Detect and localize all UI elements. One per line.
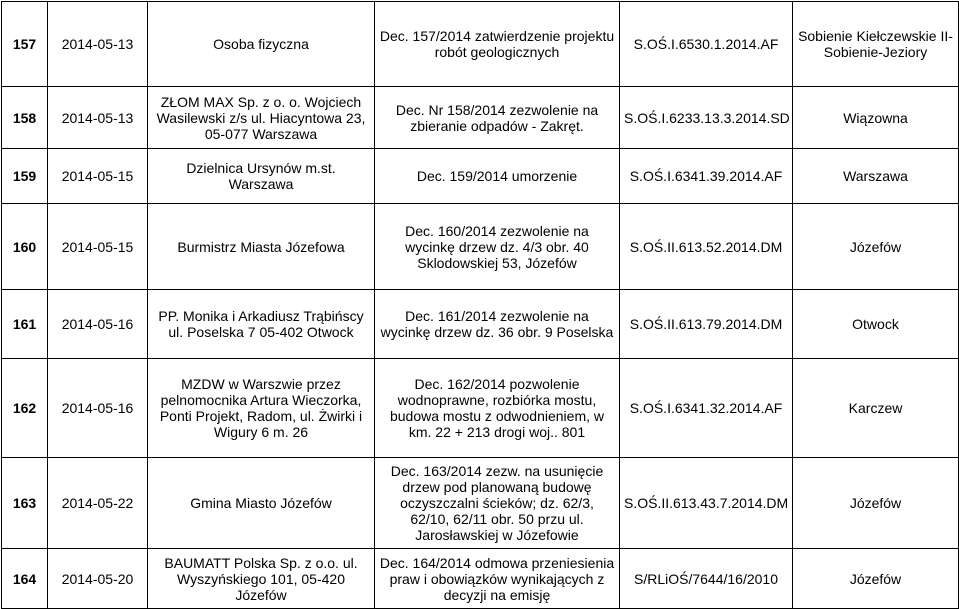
case-sign: S.OŚ.II.613.43.7.2014.DM [620, 458, 793, 549]
decision-date: 2014-05-22 [48, 458, 148, 549]
row-number: 159 [2, 149, 48, 204]
table-row [2, 359, 959, 458]
table-row [2, 149, 959, 204]
table-row [2, 458, 959, 549]
applicant: BAUMATT Polska Sp. z o.o. ul. Wyszyńskiego 101, 05-420 Józefów [148, 549, 375, 609]
row-number: 162 [2, 359, 48, 458]
table-row [2, 204, 959, 290]
decisions-register-table [1, 1, 959, 609]
row-number: 164 [2, 549, 48, 609]
decision-description: Dec. 157/2014 zatwierdzenie projektu robót geologicznych [375, 2, 620, 87]
applicant: PP. Monika i Arkadiusz Trąbińscy ul. Poselska 7 05-402 Otwock [148, 290, 375, 359]
case-sign: S.OŚ.I.6530.1.2014.AF [620, 2, 793, 87]
case-sign: S.OŚ.I.6233.13.3.2014.SD [620, 87, 793, 149]
decision-description: Dec. 163/2014 zezw. na usunięcie drzew pod planowaną budowę oczyszczalni ścieków; dz. 62/3, 62/10, 62/11 obr. 50 przu ul. Jarosławskiej w Józefowie [375, 458, 620, 549]
row-number: 157 [2, 2, 48, 87]
location: Sobienie Kiełczewskie II- Sobienie-Jeziory [793, 2, 959, 87]
location: Karczew [793, 359, 959, 458]
decision-date: 2014-05-15 [48, 204, 148, 290]
decision-date: 2014-05-16 [48, 359, 148, 458]
applicant: MZDW w Warszwie przez pelnomocnika Artura Wieczorka, Ponti Projekt, Radom, ul. Żwirki i Wigury 6 m. 26 [148, 359, 375, 458]
location: Warszawa [793, 149, 959, 204]
location: Otwock [793, 290, 959, 359]
location: Józefów [793, 204, 959, 290]
table-row [2, 290, 959, 359]
decision-description: Dec. 160/2014 zezwolenie na wycinkę drzew dz. 4/3 obr. 40 Sklodowskiej 53, Józefów [375, 204, 620, 290]
applicant: Burmistrz Miasta Józefowa [148, 204, 375, 290]
applicant: Dzielnica Ursynów m.st. Warszawa [148, 149, 375, 204]
location: Wiązowna [793, 87, 959, 149]
decision-date: 2014-05-15 [48, 149, 148, 204]
decision-date: 2014-05-13 [48, 87, 148, 149]
table-row [2, 549, 959, 609]
case-sign: S.OŚ.I.6341.32.2014.AF [620, 359, 793, 458]
decision-date: 2014-05-20 [48, 549, 148, 609]
applicant: Osoba fizyczna [148, 2, 375, 87]
case-sign: S/RLiOŚ/7644/16/2010 [620, 549, 793, 609]
table-row [2, 2, 959, 87]
applicant: Gmina Miasto Józefów [148, 458, 375, 549]
row-number: 160 [2, 204, 48, 290]
decision-description: Dec. 162/2014 pozwolenie wodnoprawne, rozbiórka mostu, budowa mostu z odwodnieniem, w km. 22 + 213 drogi woj.. 801 [375, 359, 620, 458]
decision-description: Dec. 164/2014 odmowa przeniesienia praw i obowiązków wynikających z decyzji na emisję [375, 549, 620, 609]
row-number: 161 [2, 290, 48, 359]
row-number: 163 [2, 458, 48, 549]
decision-date: 2014-05-16 [48, 290, 148, 359]
decision-description: Dec. 159/2014 umorzenie [375, 149, 620, 204]
case-sign: S.OŚ.II.613.79.2014.DM [620, 290, 793, 359]
decision-date: 2014-05-13 [48, 2, 148, 87]
table-row [2, 87, 959, 149]
decision-description: Dec. Nr 158/2014 zezwolenie na zbieranie odpadów - Zakręt. [375, 87, 620, 149]
location: Józefów [793, 549, 959, 609]
decision-description: Dec. 161/2014 zezwolenie na wycinkę drzew dz. 36 obr. 9 Poselska [375, 290, 620, 359]
applicant: ZŁOM MAX Sp. z o. o. Wojciech Wasilewski z/s ul. Hiacyntowa 23, 05-077 Warszawa [148, 87, 375, 149]
case-sign: S.OŚ.I.6341.39.2014.AF [620, 149, 793, 204]
case-sign: S.OŚ.II.613.52.2014.DM [620, 204, 793, 290]
location: Józefów [793, 458, 959, 549]
row-number: 158 [2, 87, 48, 149]
